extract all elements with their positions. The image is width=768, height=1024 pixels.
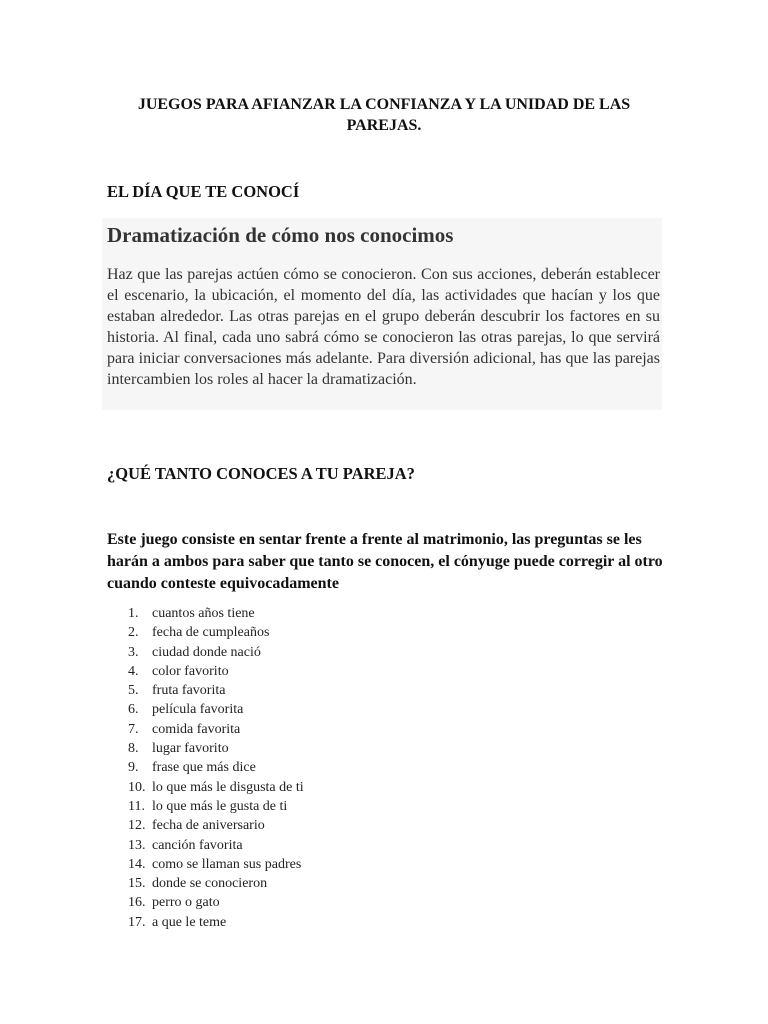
- list-item-number: 12.: [128, 818, 146, 834]
- list-item: [128, 816, 304, 835]
- list-item-text: película favorita: [152, 702, 244, 718]
- list-item: [128, 855, 304, 874]
- document-title: JUEGOS PARA AFIANZAR LA CONFIANZA Y LA UNIDAD DE LAS PAREJAS.: [137, 96, 631, 134]
- list-item-text: frase que más dice: [152, 760, 256, 776]
- list-item-number: 9.: [128, 760, 139, 776]
- list-item-text: lo que más le disgusta de ti: [152, 779, 304, 795]
- list-item-number: 13.: [128, 837, 146, 853]
- list-item-text: comida favorita: [152, 721, 241, 737]
- list-item-number: 15.: [128, 876, 146, 892]
- list-item-text: como se llaman sus padres: [152, 856, 302, 872]
- list-item: [128, 797, 304, 816]
- list-item: [128, 913, 304, 932]
- list-item: [128, 758, 304, 777]
- list-item-number: 17.: [128, 914, 146, 930]
- list-item-text: canción favorita: [152, 837, 243, 853]
- section-subheading: Dramatización de cómo nos conocimos: [107, 223, 454, 247]
- list-item: [128, 604, 304, 623]
- list-item-number: 10.: [128, 779, 146, 795]
- list-item: [128, 739, 304, 758]
- list-item-number: 5.: [128, 683, 139, 699]
- list-item-text: color favorito: [152, 663, 229, 679]
- section1-paragraph: Haz que las parejas actúen cómo se conocieron. Con sus acciones, deberán establecer el escenario, la ubicación, el momento del día, las actividades que hacían y los que estaban alrededor. Las otras parejas en el grupo deberán descubrir los factores en su historia. Al final, cada uno sabrá cómo se conocieron las otras parejas, lo que servirá para iniciar conversaciones más adelante. Para diversión adicional, has que las parejas intercambien los roles al hacer la dramatización.: [107, 266, 660, 388]
- list-item: [128, 623, 304, 642]
- list-item: [128, 681, 304, 700]
- list-item: [128, 778, 304, 797]
- list-item: [128, 874, 304, 893]
- list-item: [128, 643, 304, 662]
- list-item-number: 11.: [128, 798, 145, 814]
- list-item-text: fecha de aniversario: [152, 818, 265, 834]
- list-item-number: 2.: [128, 625, 139, 641]
- list-item: [128, 700, 304, 719]
- list-item: [128, 836, 304, 855]
- section-heading-el-dia: EL DÍA QUE TE CONOCÍ: [107, 182, 300, 201]
- list-item-number: 3.: [128, 644, 139, 660]
- section2-paragraph: Este juego consiste en sentar frente a frente al matrimonio, las preguntas se les harán a ambos para saber que tanto se conocen, el cónyuge puede corregir al otro cuando conteste equivocadamente: [107, 531, 663, 592]
- list-item-number: 6.: [128, 702, 139, 718]
- list-item-text: cuantos años tiene: [152, 606, 255, 621]
- list-item-text: a que le teme: [152, 914, 227, 930]
- list-item-number: 16.: [128, 895, 146, 911]
- list-item-text: donde se conocieron: [152, 876, 268, 892]
- questions-list: [128, 604, 304, 932]
- list-item-number: 1.: [128, 606, 139, 621]
- list-item: [128, 720, 304, 739]
- list-item-text: fecha de cumpleaños: [152, 625, 270, 641]
- list-item-number: 7.: [128, 721, 139, 737]
- list-item-text: lugar favorito: [152, 741, 229, 757]
- list-item-number: 8.: [128, 741, 139, 757]
- list-item-text: ciudad donde nació: [152, 644, 261, 660]
- list-item-number: 4.: [128, 663, 139, 679]
- list-item-text: lo que más le gusta de ti: [152, 798, 288, 814]
- list-item-number: 14.: [128, 856, 146, 872]
- list-item-text: perro o gato: [152, 895, 220, 911]
- list-item: [128, 893, 304, 912]
- list-item-text: fruta favorita: [152, 683, 226, 699]
- section-heading-que-tanto: ¿QUÉ TANTO CONOCES A TU PAREJA?: [107, 464, 415, 483]
- list-item: [128, 662, 304, 681]
